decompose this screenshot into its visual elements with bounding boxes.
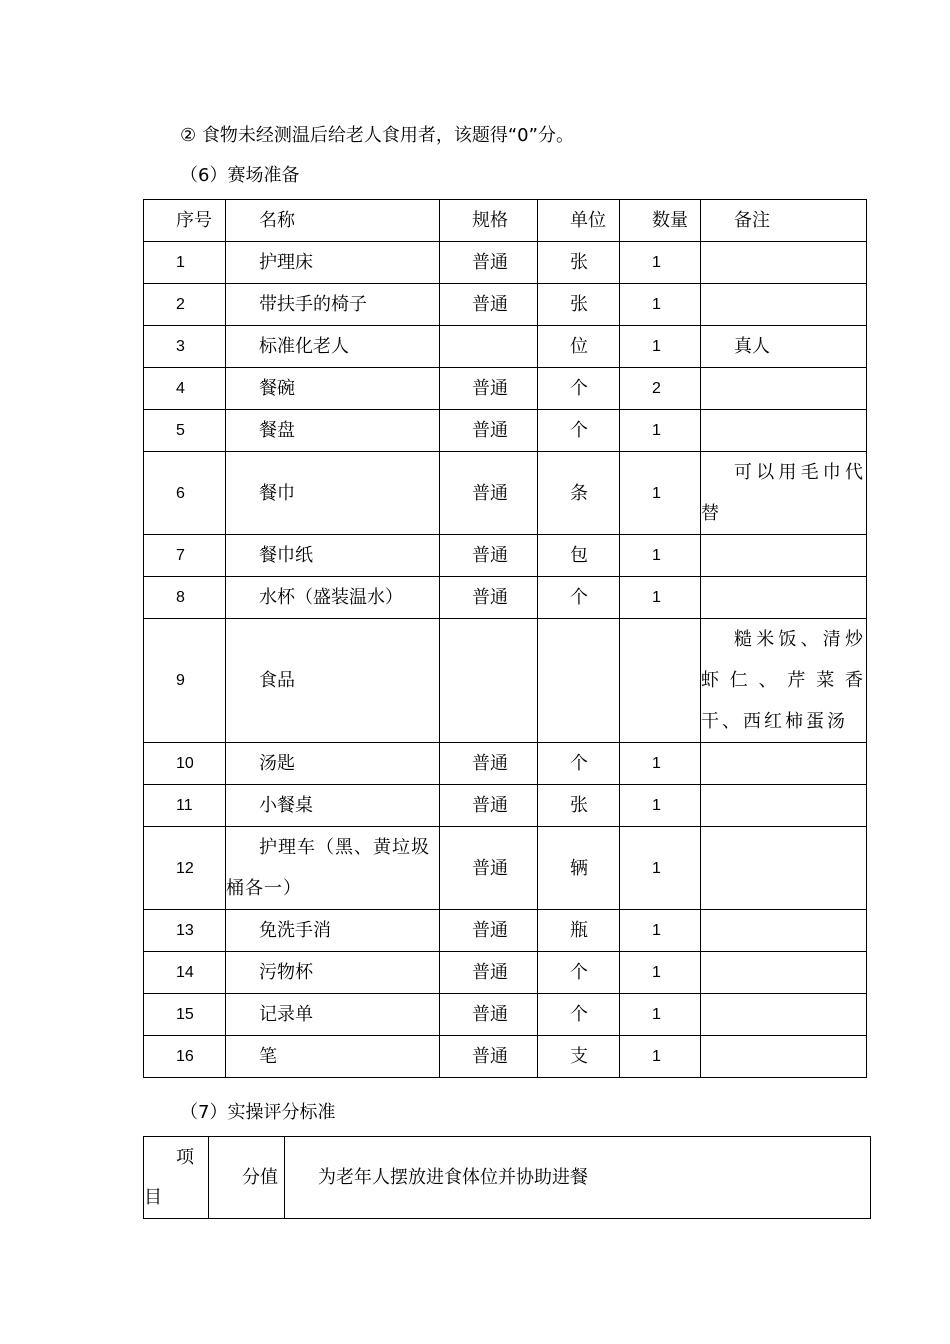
scoring-standard-table [143, 1136, 871, 1219]
table-row [144, 242, 867, 284]
cell-quantity: 1 [620, 785, 701, 827]
section-6-title: （6）赛场准备 [180, 165, 300, 186]
cell-remark: 真人 [701, 326, 867, 368]
cell-spec: 普通 [440, 410, 538, 452]
cell-spec: 普通 [440, 994, 538, 1036]
cell-name: 记录单 [226, 994, 440, 1036]
cell-spec: 普通 [440, 535, 538, 577]
cell-index: 6 [144, 452, 226, 535]
cell-index: 14 [144, 952, 226, 994]
table-row [144, 952, 867, 994]
cell-index: 3 [144, 326, 226, 368]
scoring-header-row [144, 1137, 871, 1219]
cell-unit: 瓶 [538, 910, 620, 952]
cell-index: 16 [144, 1036, 226, 1078]
table-row [144, 326, 867, 368]
table-row [144, 827, 867, 910]
cell-index: 1 [144, 242, 226, 284]
cell-index: 12 [144, 827, 226, 910]
cell-remark [701, 284, 867, 326]
cell-index: 9 [144, 619, 226, 743]
cell-quantity: 1 [620, 952, 701, 994]
cell-unit: 张 [538, 284, 620, 326]
cell-name: 护理车（黑、黄垃圾桶各一） [226, 827, 440, 910]
table-row [144, 452, 867, 535]
cell-name: 小餐桌 [226, 785, 440, 827]
cell-unit: 辆 [538, 827, 620, 910]
cell-name: 餐巾纸 [226, 535, 440, 577]
cell-name: 汤匙 [226, 743, 440, 785]
cell-unit: 支 [538, 1036, 620, 1078]
cell-quantity: 1 [620, 326, 701, 368]
cell-spec: 普通 [440, 242, 538, 284]
header-quantity: 数量 [620, 200, 701, 242]
section-7-title: （7）实操评分标准 [180, 1102, 336, 1123]
cell-index: 15 [144, 994, 226, 1036]
cell-unit: 张 [538, 785, 620, 827]
cell-index: 5 [144, 410, 226, 452]
table-row [144, 284, 867, 326]
cell-unit: 个 [538, 743, 620, 785]
cell-name: 水杯（盛装温水） [226, 577, 440, 619]
header-index: 序号 [144, 200, 226, 242]
venue-preparation-table [143, 199, 867, 1078]
cell-spec [440, 326, 538, 368]
header-spec: 规格 [440, 200, 538, 242]
cell-unit: 个 [538, 410, 620, 452]
cell-name: 污物杯 [226, 952, 440, 994]
cell-spec: 普通 [440, 368, 538, 410]
cell-remark [701, 368, 867, 410]
cell-remark: 可以用毛巾代替 [701, 452, 867, 535]
cell-unit: 个 [538, 994, 620, 1036]
cell-quantity: 1 [620, 1036, 701, 1078]
scoring-note: ② 食物未经测温后给老人食用者，该题得“0”分。 [180, 125, 574, 146]
header-score-value: 分值 [209, 1137, 285, 1219]
cell-quantity [620, 619, 701, 743]
cell-name: 餐巾 [226, 452, 440, 535]
cell-quantity: 1 [620, 577, 701, 619]
cell-unit: 个 [538, 368, 620, 410]
table-row [144, 1036, 867, 1078]
table-row [144, 619, 867, 743]
cell-remark [701, 952, 867, 994]
cell-quantity: 1 [620, 242, 701, 284]
cell-spec: 普通 [440, 1036, 538, 1078]
cell-quantity: 1 [620, 410, 701, 452]
table-header-row [144, 200, 867, 242]
cell-name: 餐碗 [226, 368, 440, 410]
cell-unit: 个 [538, 952, 620, 994]
table-row [144, 368, 867, 410]
cell-name: 食品 [226, 619, 440, 743]
cell-spec: 普通 [440, 577, 538, 619]
table-row [144, 743, 867, 785]
header-remark: 备注 [701, 200, 867, 242]
cell-spec: 普通 [440, 952, 538, 994]
table-row [144, 577, 867, 619]
cell-unit: 条 [538, 452, 620, 535]
cell-unit [538, 619, 620, 743]
cell-index: 11 [144, 785, 226, 827]
header-name: 名称 [226, 200, 440, 242]
header-unit: 单位 [538, 200, 620, 242]
cell-remark [701, 827, 867, 910]
cell-name: 免洗手消 [226, 910, 440, 952]
cell-index: 13 [144, 910, 226, 952]
cell-name: 餐盘 [226, 410, 440, 452]
cell-remark [701, 577, 867, 619]
cell-index: 7 [144, 535, 226, 577]
cell-remark [701, 410, 867, 452]
cell-quantity: 1 [620, 535, 701, 577]
cell-unit: 个 [538, 577, 620, 619]
cell-spec: 普通 [440, 827, 538, 910]
cell-index: 2 [144, 284, 226, 326]
cell-remark [701, 242, 867, 284]
cell-quantity: 1 [620, 827, 701, 910]
cell-spec: 普通 [440, 785, 538, 827]
cell-quantity: 1 [620, 284, 701, 326]
cell-remark [701, 743, 867, 785]
table-row [144, 910, 867, 952]
cell-remark [701, 910, 867, 952]
cell-spec: 普通 [440, 910, 538, 952]
cell-index: 4 [144, 368, 226, 410]
cell-remark [701, 1036, 867, 1078]
cell-quantity: 1 [620, 452, 701, 535]
task-title: 为老年人摆放进食体位并协助进餐 [285, 1137, 871, 1219]
cell-unit: 包 [538, 535, 620, 577]
cell-name: 笔 [226, 1036, 440, 1078]
cell-name: 标准化老人 [226, 326, 440, 368]
cell-spec [440, 619, 538, 743]
cell-name: 护理床 [226, 242, 440, 284]
table-row [144, 410, 867, 452]
cell-name: 带扶手的椅子 [226, 284, 440, 326]
header-item: 项目 [144, 1137, 209, 1219]
cell-quantity: 1 [620, 910, 701, 952]
cell-spec: 普通 [440, 284, 538, 326]
cell-remark [701, 994, 867, 1036]
table-row [144, 535, 867, 577]
table-row [144, 785, 867, 827]
cell-unit: 位 [538, 326, 620, 368]
table-row [144, 994, 867, 1036]
cell-index: 10 [144, 743, 226, 785]
cell-index: 8 [144, 577, 226, 619]
cell-remark: 糙米饭、清炒虾仁、芹菜香干、西红柿蛋汤 [701, 619, 867, 743]
cell-spec: 普通 [440, 452, 538, 535]
cell-quantity: 1 [620, 994, 701, 1036]
cell-unit: 张 [538, 242, 620, 284]
cell-quantity: 2 [620, 368, 701, 410]
cell-quantity: 1 [620, 743, 701, 785]
cell-remark [701, 785, 867, 827]
cell-spec: 普通 [440, 743, 538, 785]
cell-remark [701, 535, 867, 577]
